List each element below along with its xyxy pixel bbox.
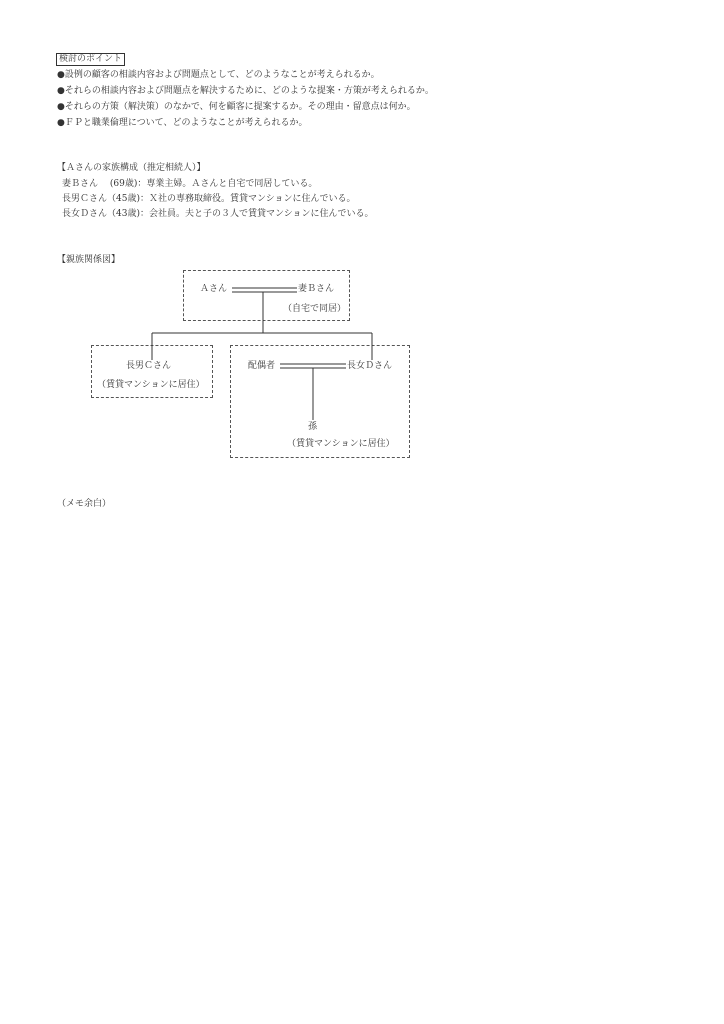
person-b: 妻Ｂさん [298,284,335,294]
point-item-3: ●それらの方策（解決策）のなかで、何を顧客に提案するか。その理由・留意点は何か。 [57,102,416,112]
person-d: 長女Ｄさん [347,361,393,371]
family-heading: 【Ａさんの家族構成（推定相続人）】 [57,163,206,173]
diagram-heading: 【親族関係図】 [57,255,121,265]
person-c: 長男Ｃさん [126,361,172,371]
point-item-1: ●設例の顧客の相談内容および問題点として、どのようなことが考えられるか。 [57,70,380,80]
person-grandchild: 孫 [308,422,318,432]
family-member-son: 長男Ｃさん（45歳)：Ｘ社の専務取締役。賃貸マンションに住んでいる。 [62,194,356,204]
person-a: Ａさん [200,284,228,294]
family-member-daughter: 長女Ｄさん（43歳)：会社員。夫と子の３人で賃貸マンションに住んでいる。 [62,209,374,219]
points-heading: 検討のポイント [56,53,125,66]
person-b-note: （自宅で同居） [283,304,347,314]
person-c-note: （賃貸マンションに居住） [97,380,205,390]
person-d-note: （賃貸マンションに居住） [287,439,395,449]
memo-label: （メモ余白） [57,499,112,509]
point-item-4: ●ＦＰと職業倫理について、どのようなことが考えられるか。 [57,118,308,128]
person-spouse: 配偶者 [248,361,276,371]
point-item-2: ●それらの相談内容および問題点を解決するために、どのような提案・方策が考えられるか。 [57,86,434,96]
family-member-wife: 妻Ｂさん (69歳)：専業主婦。Ａさんと自宅で同居している。 [62,179,318,189]
